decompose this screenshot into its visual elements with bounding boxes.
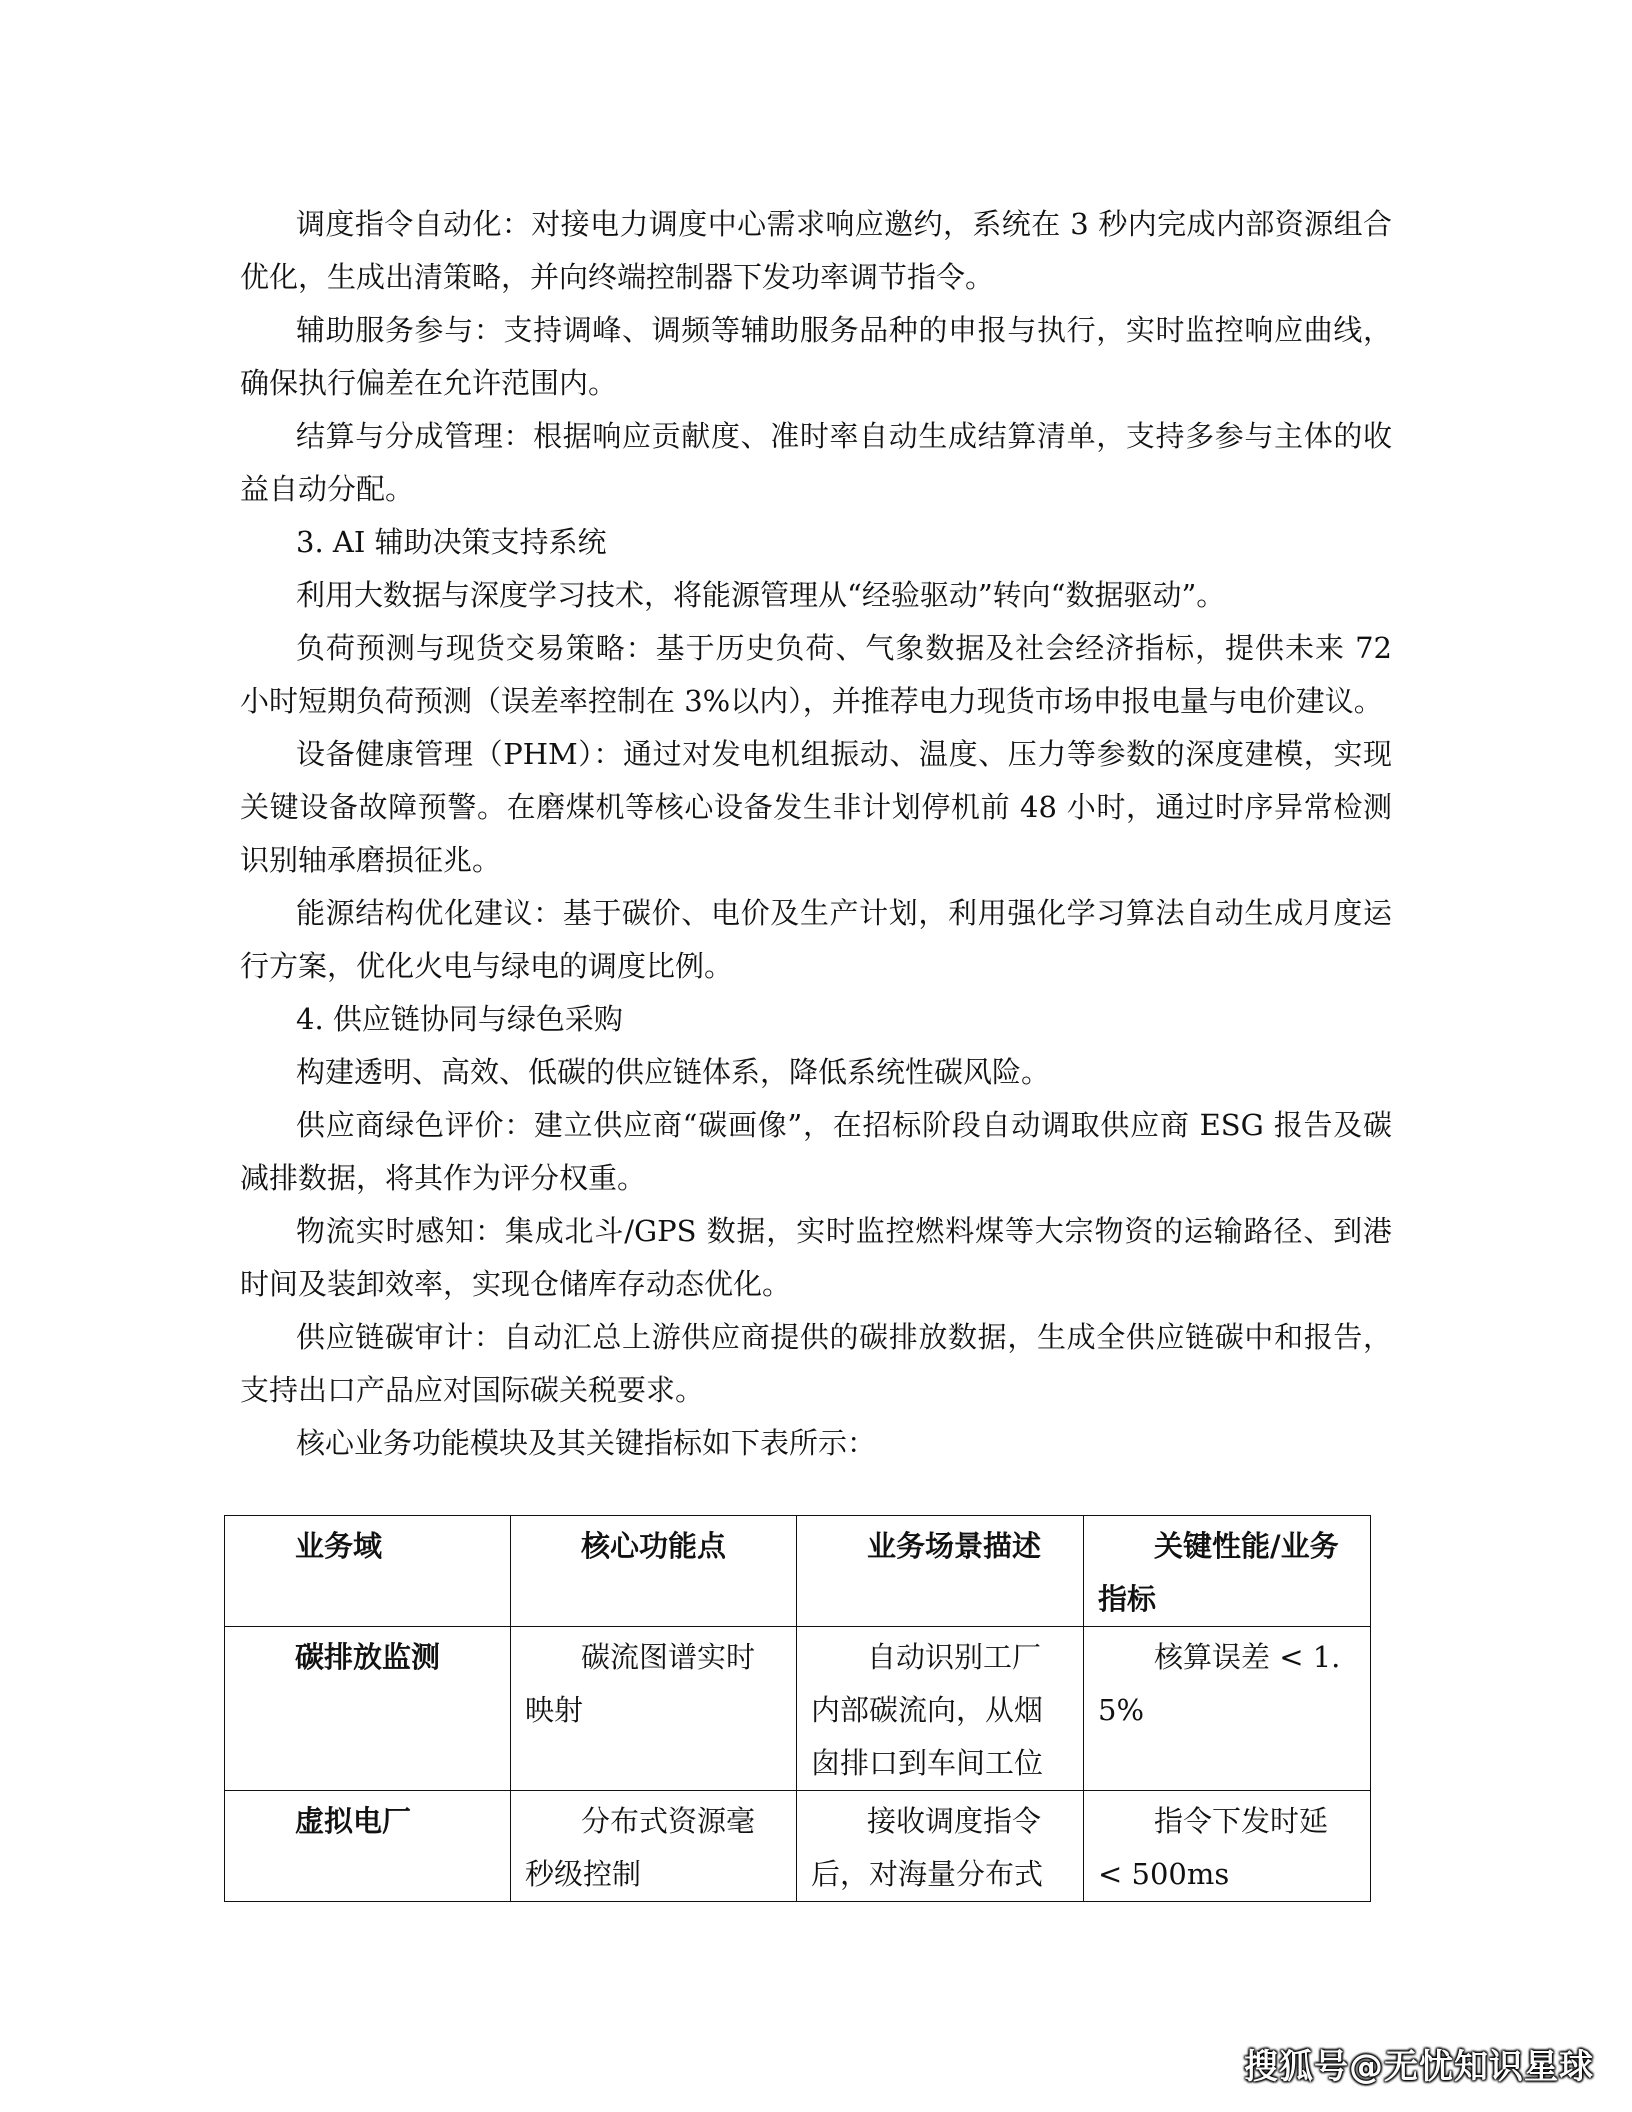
document-body [240,198,1392,1470]
cell-domain: 虚拟电厂 [225,1791,511,1902]
watermark: 搜狐号@无忧知识星球 [1244,2047,1594,2087]
table-row [225,1627,1371,1791]
cell-domain: 碳排放监测 [225,1627,511,1791]
cell-core-function: 碳流图谱实时映射 [511,1627,797,1791]
paragraph-ancillary-services: 辅助服务参与：支持调峰、调频等辅助服务品种的申报与执行，实时监控响应曲线，确保执行偏差在允许范围内。 [240,313,1392,400]
cell-scenario: 自动识别工厂内部碳流向，从烟囱排口到车间工位 [797,1627,1084,1791]
section-heading-supply-chain: 4. 供应链协同与绿色采购 [296,1002,623,1036]
cell-kpi: 核算误差 < 1.5% [1084,1627,1371,1791]
cell-core-function: 分布式资源毫秒级控制 [511,1791,797,1902]
paragraph-table-intro: 核心业务功能模块及其关键指标如下表所示： [296,1426,877,1460]
table-header-row [225,1516,1371,1627]
section-heading-ai: 3. AI 辅助决策支持系统 [296,525,607,559]
paragraph-ai-intro: 利用大数据与深度学习技术，将能源管理从“经验驱动”转向“数据驱动”。 [296,578,1226,612]
paragraph-phm: 设备健康管理（PHM）：通过对发电机组振动、温度、压力等参数的深度建模，实现关键设备故障预警。在磨煤机等核心设备发生非计划停机前 48 小时，通过时序异常检测识别轴承磨损征兆。 [240,737,1392,877]
kpi-table [224,1515,1371,1902]
paragraph-carbon-audit: 供应链碳审计：自动汇总上游供应商提供的碳排放数据，生成全供应链碳中和报告，支持出口产品应对国际碳关税要求。 [240,1320,1392,1407]
paragraph-load-forecast: 负荷预测与现货交易策略：基于历史负荷、气象数据及社会经济指标，提供未来 72 小时短期负荷预测（误差率控制在 3%以内），并推荐电力现货市场申报电量与电价建议。 [240,631,1392,718]
header-core-function: 核心功能点 [511,1516,797,1627]
paragraph-energy-structure: 能源结构优化建议：基于碳价、电价及生产计划，利用强化学习算法自动生成月度运行方案，优化火电与绿电的调度比例。 [240,896,1392,983]
cell-scenario: 接收调度指令后，对海量分布式 [797,1791,1084,1902]
header-kpi: 关键性能/业务指标 [1084,1516,1371,1627]
header-domain: 业务域 [225,1516,511,1627]
paragraph-supplier-evaluation: 供应商绿色评价：建立供应商“碳画像”，在招标阶段自动调取供应商 ESG 报告及碳减排数据，将其作为评分权重。 [240,1108,1392,1195]
cell-kpi: 指令下发时延 < 500ms [1084,1791,1371,1902]
table-row [225,1791,1371,1902]
paragraph-logistics: 物流实时感知：集成北斗/GPS 数据，实时监控燃料煤等大宗物资的运输路径、到港时间及装卸效率，实现仓储库存动态优化。 [240,1214,1392,1301]
header-scenario: 业务场景描述 [797,1516,1084,1627]
paragraph-supply-chain-intro: 构建透明、高效、低碳的供应链体系，降低系统性碳风险。 [296,1055,1051,1089]
paragraph-dispatch-automation: 调度指令自动化：对接电力调度中心需求响应邀约，系统在 3 秒内完成内部资源组合优化，生成出清策略，并向终端控制器下发功率调节指令。 [240,207,1392,294]
paragraph-settlement: 结算与分成管理：根据响应贡献度、准时率自动生成结算清单，支持多参与主体的收益自动分配。 [240,419,1392,506]
